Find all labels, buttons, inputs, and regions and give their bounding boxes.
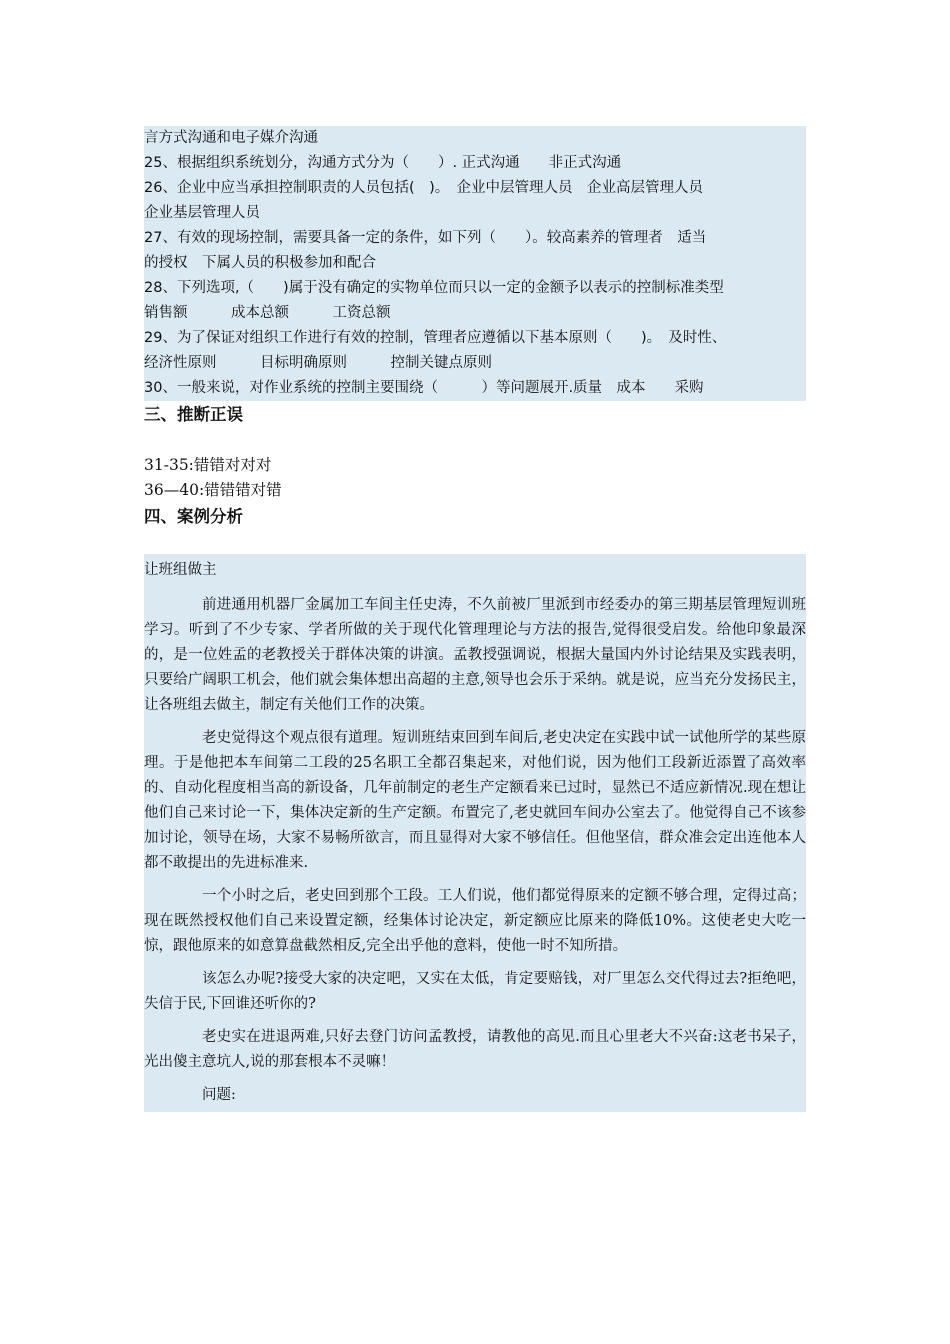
case-question-label: 问题: [202, 1087, 236, 1103]
question-line: 29、为了保证对组织工作进行有效的控制，管理者应遵循以下基本原则（ )。 及时性、 [144, 326, 806, 351]
question-line: 26、企业中应当承担控制职责的人员包括( )。 企业中层管理人员 企业高层管理人员 [144, 176, 806, 201]
case-study-block [144, 554, 806, 1112]
question-line: 企业基层管理人员 [144, 201, 806, 226]
case-paragraph: 老史觉得这个观点很有道理。短训班结束回到车间后,老史决定在实践中试一试他所学的某些原理。于是他把本车间第二工段的25名职工全都召集起来，对他们说，因为他们工段新近添置了高效率的、自动化程度相当高的新设备，几年前制定的老生产定额看来已过时，显然已不适应新情况.现在想让他们自己来讨论一下，集体决定新的生产定额。布置完了,老史就回车间办公室去了。他觉得自己不该参加讨论，领导在场，大家不易畅所欲言，而且显得对大家不够信任。但他坚信，群众准会定出连他本人都不敢提出的先进标准来. [144, 730, 806, 871]
question-line: 销售额 成本总额 工资总额 [144, 301, 806, 326]
section-heading-case-study: 四、案例分析 [144, 507, 243, 526]
question-line: 经济性原则 目标明确原则 控制关键点原则 [144, 351, 806, 376]
question-line: 的授权 下属人员的积极参加和配合 [144, 251, 806, 276]
section-heading-true-false: 三、推断正误 [144, 405, 243, 424]
question-line: 28、下列选项,（ )属于没有确定的实物单位而只以一定的金额予以表示的控制标准类型 [144, 276, 806, 301]
document-page [144, 126, 806, 1112]
case-paragraph: 该怎么办呢?接受大家的决定吧，又实在太低，肯定要赔钱，对厂里怎么交代得过去?拒绝吧，失信于民,下回谁还听你的? [144, 971, 806, 1012]
case-paragraph: 前进通用机器厂金属加工车间主任史涛，不久前被厂里派到市经委办的第三期基层管理短训班学习。听到了不少专家、学者所做的关于现代化管理理论与方法的报告,觉得很受启发。给他印象最深的，是一位姓孟的老教授关于群体决策的讲演。孟教授强调说，根据大量国内外讨论结果及实践表明，只要给广阔职工机会，他们就会集体想出高超的主意,领导也会乐于采纳。就是说，应当充分发扬民主，让各班组去做主，制定有关他们工作的决策。 [144, 597, 806, 713]
case-title: 让班组做主 [144, 562, 217, 578]
answer-line: 31-35:错错对对对 [144, 456, 272, 474]
question-list [144, 126, 806, 401]
question-line: 30、一般来说，对作业系统的控制主要围绕（ ）等问题展开.质量 成本 采购 [144, 376, 806, 401]
answer-line: 36—40:错错错对错 [144, 481, 282, 499]
question-line: 25、根据组织系统划分，沟通方式分为（ ）. 正式沟通 非正式沟通 [144, 151, 806, 176]
case-paragraph: 一个小时之后，老史回到那个工段。工人们说，他们都觉得原来的定额不够合理，定得过高；现在既然授权他们自己来设置定额，经集体讨论决定，新定额应比原来的降低10%。这使老史大吃一惊，跟他原来的如意算盘截然相反,完全出乎他的意料，使他一时不知所措。 [144, 888, 806, 954]
case-paragraph: 老史实在进退两难,只好去登门访问孟教授，请教他的高见.而且心里老大不兴奋:这老书呆子，光出傻主意坑人,说的那套根本不灵嘛！ [144, 1029, 806, 1070]
question-line: 言方式沟通和电子媒介沟通 [144, 126, 806, 151]
question-line: 27、有效的现场控制，需要具备一定的条件，如下列（ ）。较高素养的管理者 适当 [144, 226, 806, 251]
